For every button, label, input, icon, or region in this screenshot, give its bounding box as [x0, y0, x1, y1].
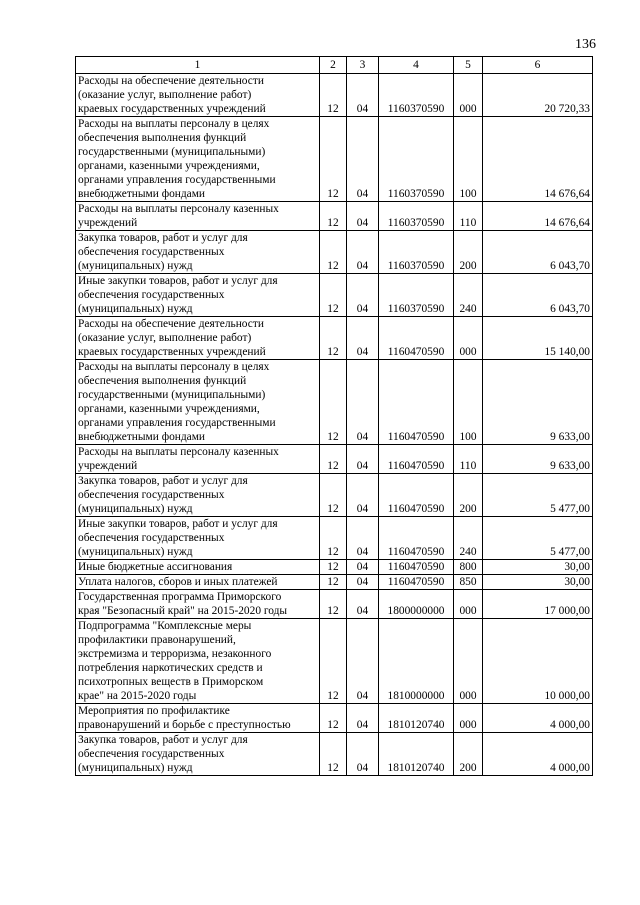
header-col-5: 5	[454, 57, 483, 74]
row-name-cell: Закупка товаров, работ и услуг для обеспечения государственных (муниципальных) нужд	[76, 474, 320, 517]
row-subsection-cell: 04	[347, 274, 379, 317]
row-target-code-cell: 1800000000	[379, 590, 454, 619]
row-expense-type-cell: 000	[454, 619, 483, 704]
page-number: 136	[575, 37, 596, 52]
table-row	[76, 74, 593, 117]
table-row	[76, 317, 593, 360]
row-target-code-cell: 1810000000	[379, 619, 454, 704]
row-name-cell: Расходы на обеспечение деятельности (оказание услуг, выполнение работ) краевых государственных учреждений	[76, 74, 320, 117]
row-subsection-cell: 04	[347, 474, 379, 517]
table-header-row	[76, 57, 593, 74]
table-row	[76, 733, 593, 776]
row-target-code-cell: 1160470590	[379, 445, 454, 474]
row-target-code-cell: 1160470590	[379, 560, 454, 575]
row-name-cell: Расходы на выплаты персоналу казенных учреждений	[76, 202, 320, 231]
row-name-cell: Закупка товаров, работ и услуг для обеспечения государственных (муниципальных) нужд	[76, 733, 320, 776]
row-expense-type-cell: 200	[454, 474, 483, 517]
row-name-cell: Иные бюджетные ассигнования	[76, 560, 320, 575]
table-row	[76, 575, 593, 590]
row-expense-type-cell: 240	[454, 274, 483, 317]
row-expense-type-cell: 000	[454, 704, 483, 733]
table-row	[76, 704, 593, 733]
row-expense-type-cell: 240	[454, 517, 483, 560]
row-section-cell: 12	[320, 117, 347, 202]
row-amount-cell: 14 676,64	[483, 117, 593, 202]
row-section-cell: 12	[320, 619, 347, 704]
row-section-cell: 12	[320, 575, 347, 590]
row-amount-cell: 15 140,00	[483, 317, 593, 360]
row-section-cell: 12	[320, 733, 347, 776]
row-target-code-cell: 1160470590	[379, 517, 454, 560]
row-expense-type-cell: 800	[454, 560, 483, 575]
header-col-1: 1	[76, 57, 320, 74]
row-target-code-cell: 1160470590	[379, 575, 454, 590]
row-section-cell: 12	[320, 517, 347, 560]
row-name-cell: Расходы на выплаты персоналу казенных учреждений	[76, 445, 320, 474]
header-col-2: 2	[320, 57, 347, 74]
row-target-code-cell: 1160370590	[379, 274, 454, 317]
row-name-cell: Закупка товаров, работ и услуг для обеспечения государственных (муниципальных) нужд	[76, 231, 320, 274]
row-expense-type-cell: 110	[454, 445, 483, 474]
row-amount-cell: 20 720,33	[483, 74, 593, 117]
row-subsection-cell: 04	[347, 231, 379, 274]
row-subsection-cell: 04	[347, 560, 379, 575]
row-name-cell: Мероприятия по профилактике правонарушений и борьбе с преступностью	[76, 704, 320, 733]
row-expense-type-cell: 000	[454, 590, 483, 619]
row-amount-cell: 5 477,00	[483, 517, 593, 560]
row-subsection-cell: 04	[347, 733, 379, 776]
table-row	[76, 360, 593, 445]
header-col-4: 4	[379, 57, 454, 74]
row-name-cell: Расходы на обеспечение деятельности (оказание услуг, выполнение работ) краевых государственных учреждений	[76, 317, 320, 360]
table-row	[76, 445, 593, 474]
row-expense-type-cell: 200	[454, 733, 483, 776]
row-amount-cell: 6 043,70	[483, 274, 593, 317]
row-expense-type-cell: 110	[454, 202, 483, 231]
table-row	[76, 202, 593, 231]
row-target-code-cell: 1810120740	[379, 704, 454, 733]
row-section-cell: 12	[320, 445, 347, 474]
row-amount-cell: 6 043,70	[483, 231, 593, 274]
row-section-cell: 12	[320, 317, 347, 360]
row-target-code-cell: 1810120740	[379, 733, 454, 776]
row-amount-cell: 4 000,00	[483, 733, 593, 776]
row-subsection-cell: 04	[347, 445, 379, 474]
row-amount-cell: 9 633,00	[483, 445, 593, 474]
table-row	[76, 274, 593, 317]
row-subsection-cell: 04	[347, 590, 379, 619]
row-expense-type-cell: 850	[454, 575, 483, 590]
row-section-cell: 12	[320, 590, 347, 619]
row-target-code-cell: 1160470590	[379, 474, 454, 517]
row-subsection-cell: 04	[347, 575, 379, 590]
row-section-cell: 12	[320, 474, 347, 517]
row-amount-cell: 30,00	[483, 575, 593, 590]
row-target-code-cell: 1160470590	[379, 317, 454, 360]
row-subsection-cell: 04	[347, 74, 379, 117]
row-subsection-cell: 04	[347, 117, 379, 202]
row-subsection-cell: 04	[347, 704, 379, 733]
row-amount-cell: 17 000,00	[483, 590, 593, 619]
row-expense-type-cell: 100	[454, 117, 483, 202]
row-expense-type-cell: 100	[454, 360, 483, 445]
row-amount-cell: 9 633,00	[483, 360, 593, 445]
row-subsection-cell: 04	[347, 619, 379, 704]
row-section-cell: 12	[320, 231, 347, 274]
row-name-cell: Расходы на выплаты персоналу в целях обеспечения выполнения функций государственными (муниципальными) органами, казенными учреждениями, органами управления государственными внебюджетными фондами	[76, 360, 320, 445]
table-row	[76, 517, 593, 560]
row-section-cell: 12	[320, 202, 347, 231]
row-target-code-cell: 1160370590	[379, 117, 454, 202]
table-row	[76, 231, 593, 274]
row-expense-type-cell: 000	[454, 74, 483, 117]
row-target-code-cell: 1160370590	[379, 202, 454, 231]
row-name-cell: Подпрограмма "Комплексные меры профилактики правонарушений, экстремизма и терроризма, незаконного потребления наркотических средств и психотропных веществ в Приморском крае" на 2015-2020 годы	[76, 619, 320, 704]
table-row	[76, 560, 593, 575]
row-name-cell: Уплата налогов, сборов и иных платежей	[76, 575, 320, 590]
row-name-cell: Иные закупки товаров, работ и услуг для обеспечения государственных (муниципальных) нужд	[76, 274, 320, 317]
header-col-3: 3	[347, 57, 379, 74]
row-expense-type-cell: 200	[454, 231, 483, 274]
table-row	[76, 474, 593, 517]
row-expense-type-cell: 000	[454, 317, 483, 360]
row-subsection-cell: 04	[347, 517, 379, 560]
row-name-cell: Государственная программа Приморского края "Безопасный край" на 2015-2020 годы	[76, 590, 320, 619]
header-col-6: 6	[483, 57, 593, 74]
row-subsection-cell: 04	[347, 317, 379, 360]
row-target-code-cell: 1160470590	[379, 360, 454, 445]
row-amount-cell: 14 676,64	[483, 202, 593, 231]
row-section-cell: 12	[320, 360, 347, 445]
row-section-cell: 12	[320, 274, 347, 317]
table-row	[76, 619, 593, 704]
budget-table	[75, 56, 593, 776]
row-subsection-cell: 04	[347, 202, 379, 231]
row-amount-cell: 5 477,00	[483, 474, 593, 517]
table-row	[76, 590, 593, 619]
row-amount-cell: 10 000,00	[483, 619, 593, 704]
row-amount-cell: 30,00	[483, 560, 593, 575]
row-name-cell: Расходы на выплаты персоналу в целях обеспечения выполнения функций государственными (муниципальными) органами, казенными учреждениями, органами управления государственными внебюджетными фондами	[76, 117, 320, 202]
row-section-cell: 12	[320, 704, 347, 733]
table-row	[76, 117, 593, 202]
row-section-cell: 12	[320, 560, 347, 575]
row-subsection-cell: 04	[347, 360, 379, 445]
row-target-code-cell: 1160370590	[379, 231, 454, 274]
row-name-cell: Иные закупки товаров, работ и услуг для обеспечения государственных (муниципальных) нужд	[76, 517, 320, 560]
row-target-code-cell: 1160370590	[379, 74, 454, 117]
row-amount-cell: 4 000,00	[483, 704, 593, 733]
row-section-cell: 12	[320, 74, 347, 117]
